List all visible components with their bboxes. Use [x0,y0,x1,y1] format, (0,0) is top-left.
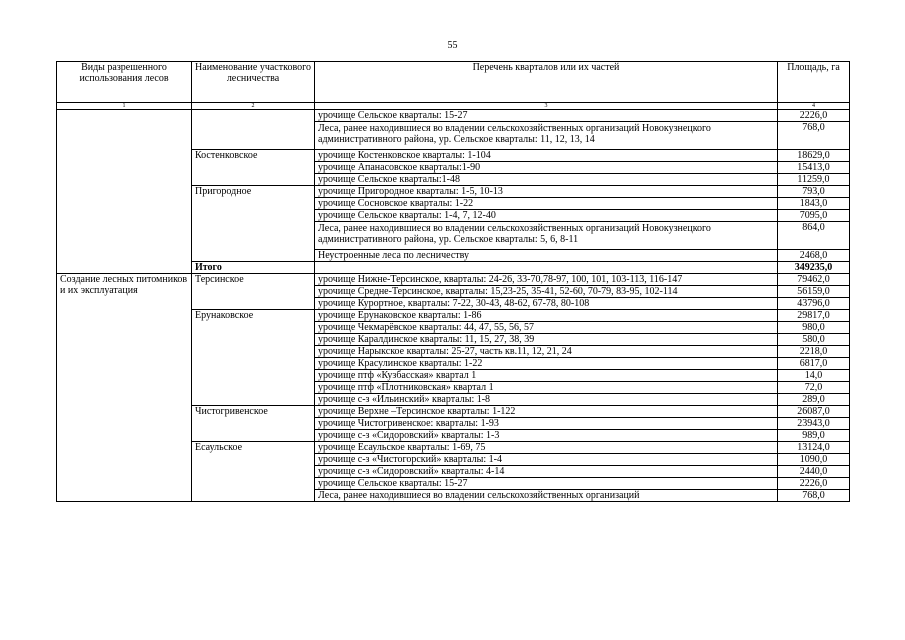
area-cell: 6817,0 [778,358,850,370]
area-cell: 13124,0 [778,442,850,454]
quarters-cell: урочище Есаульское кварталы: 1-69, 75 [315,442,778,454]
area-cell: 980,0 [778,322,850,334]
quarters-cell: урочище Сосновское кварталы: 1-22 [315,198,778,210]
quarters-cell [315,262,778,274]
header-quarters-list: Перечень кварталов или их частей [315,62,778,103]
quarters-cell: урочище с-з «Чистогорский» кварталы: 1-4 [315,454,778,466]
area-cell: 289,0 [778,394,850,406]
area-cell: 793,0 [778,186,850,198]
quarters-cell: урочище Сельское кварталы: 15-27 [315,478,778,490]
table-row [57,274,850,286]
quarters-cell: урочище с-з «Сидоровский» кварталы: 1-3 [315,430,778,442]
quarters-cell: урочище Пригородное кварталы: 1-5, 10-13 [315,186,778,198]
quarters-cell: урочище Нарыкское кварталы: 25-27, часть кв.11, 12, 21, 24 [315,346,778,358]
quarters-cell: урочище Костенковское кварталы: 1-104 [315,150,778,162]
area-cell: 43796,0 [778,298,850,310]
area-cell: 15413,0 [778,162,850,174]
forestry-cell: Есаульское [192,442,315,502]
header-use-type: Виды разрешенного использования лесов [57,62,192,103]
quarters-cell: урочище Верхне –Терсинское кварталы: 1-122 [315,406,778,418]
forestry-cell: Костенковское [192,150,315,186]
use-type-cell [57,110,192,274]
quarters-cell: Леса, ранее находившиеся во владении сельскохозяйственных организаций Новокузнецкого административного района, ур. Сельское кварталы: 11, 12, 13, 14 [315,122,778,150]
area-cell: 768,0 [778,122,850,150]
forestry-cell: Ерунаковское [192,310,315,406]
quarters-cell: урочище Апанасовское кварталы:1-90 [315,162,778,174]
column-number: 1 [57,103,192,110]
use-type-cell: Создание лесных питомников и их эксплуатация [57,274,192,502]
forestry-cell: Чистогривенское [192,406,315,442]
area-cell: 580,0 [778,334,850,346]
area-cell: 14,0 [778,370,850,382]
quarters-cell: урочище Красулинское кварталы: 1-22 [315,358,778,370]
quarters-cell: урочище птф «Кузбасская» квартал 1 [315,370,778,382]
quarters-cell: урочище Ерунаковское кварталы: 1-86 [315,310,778,322]
forestry-cell: Пригородное [192,186,315,262]
table-body [57,110,850,502]
quarters-cell: урочище Нижне-Терсинское, кварталы: 24-26, 33-70,78-97, 100, 101, 103-113, 116-147 [315,274,778,286]
area-cell: 2218,0 [778,346,850,358]
area-cell: 2468,0 [778,250,850,262]
header-forestry-name: Наименование участкового лесничества [192,62,315,103]
column-number: 3 [315,103,778,110]
area-cell: 2440,0 [778,466,850,478]
area-cell: 2226,0 [778,110,850,122]
quarters-cell: урочище Курортное, кварталы: 7-22, 30-43, 48-62, 67-78, 80-108 [315,298,778,310]
header-area: Площадь, га [778,62,850,103]
area-cell: 7095,0 [778,210,850,222]
page-number: 55 [447,40,458,51]
forestry-cell [192,110,315,150]
total-area: 349235,0 [778,262,850,274]
area-cell: 79462,0 [778,274,850,286]
area-cell: 18629,0 [778,150,850,162]
area-cell: 1843,0 [778,198,850,210]
quarters-cell: урочище Сельское кварталы: 15-27 [315,110,778,122]
area-cell: 2226,0 [778,478,850,490]
quarters-cell: урочище Сельское кварталы:1-48 [315,174,778,186]
area-cell: 864,0 [778,222,850,250]
area-cell: 26087,0 [778,406,850,418]
area-cell: 989,0 [778,430,850,442]
quarters-cell: урочище Чистогривенское: кварталы: 1-93 [315,418,778,430]
quarters-cell: Неустроенные леса по лесничеству [315,250,778,262]
quarters-cell: Леса, ранее находившиеся во владении сельскохозяйственных организаций [315,490,778,502]
forestry-cell: Терсинское [192,274,315,310]
column-numbers-row [57,103,850,110]
table-header-row [57,62,850,103]
quarters-cell: урочище с-з «Ильинский» кварталы: 1-8 [315,394,778,406]
quarters-cell: урочище с-з «Сидоровский» кварталы: 4-14 [315,466,778,478]
quarters-cell: урочище птф «Плотниковская» квартал 1 [315,382,778,394]
area-cell: 56159,0 [778,286,850,298]
area-cell: 768,0 [778,490,850,502]
table-row [57,110,850,122]
area-cell: 29817,0 [778,310,850,322]
area-cell: 72,0 [778,382,850,394]
column-number: 4 [778,103,850,110]
area-cell: 23943,0 [778,418,850,430]
column-number: 2 [192,103,315,110]
forest-use-table [56,61,850,502]
total-label: Итого [192,262,315,274]
quarters-cell: Леса, ранее находившиеся во владении сельскохозяйственных организаций Новокузнецкого административного района, ур. Сельское кварталы: 5, 6, 8-11 [315,222,778,250]
quarters-cell: урочище Средне-Терсинское, кварталы: 15,23-25, 35-41, 52-60, 70-79, 83-95, 102-114 [315,286,778,298]
quarters-cell: урочище Чекмарёвское кварталы: 44, 47, 55, 56, 57 [315,322,778,334]
area-cell: 1090,0 [778,454,850,466]
quarters-cell: урочище Каралдинское кварталы: 11, 15, 27, 38, 39 [315,334,778,346]
quarters-cell: урочище Сельское кварталы: 1-4, 7, 12-40 [315,210,778,222]
area-cell: 11259,0 [778,174,850,186]
